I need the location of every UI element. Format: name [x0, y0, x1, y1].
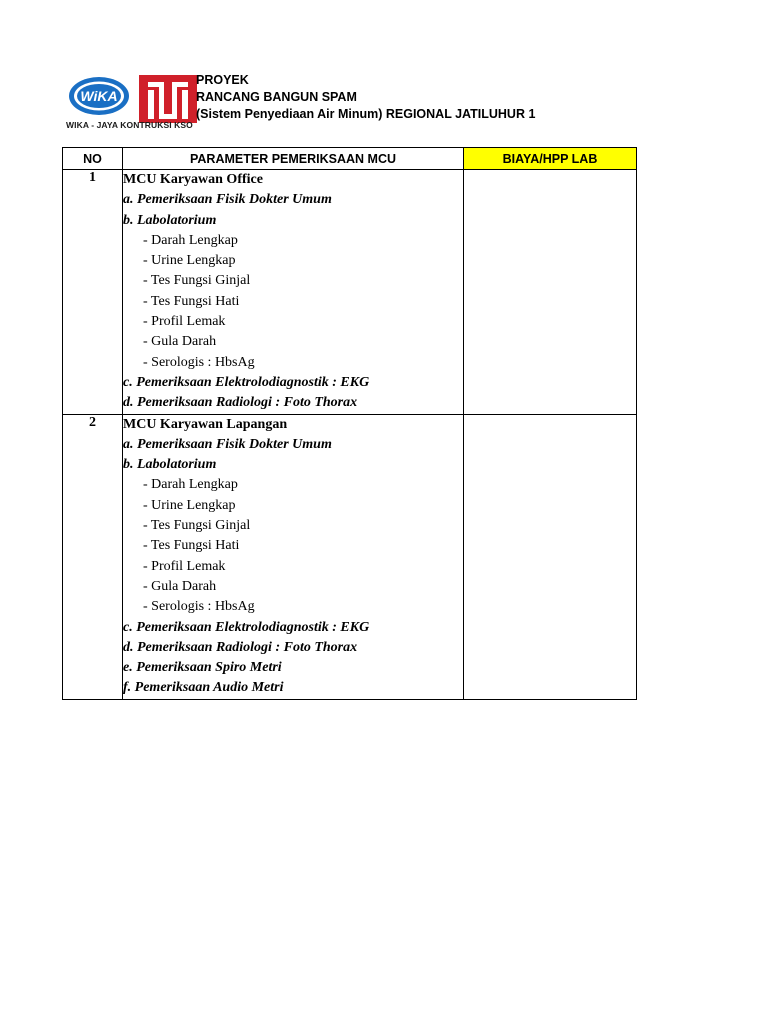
- document-header: [66, 72, 666, 134]
- lab-test-item: - Tes Fungsi Hati: [143, 538, 240, 554]
- header-parameter: PARAMETER PEMERIKSAAN MCU: [123, 148, 464, 170]
- lab-test-item: - Darah Lengkap: [143, 477, 238, 493]
- header-no: NO: [63, 148, 123, 170]
- exam-item: a. Pemeriksaan Fisik Dokter Umum: [123, 436, 332, 452]
- logo-caption: WIKA - JAYA KONTRUKSI KSO: [66, 120, 193, 130]
- exam-item: c. Pemeriksaan Elektrolodiagnostik : EKG: [123, 374, 370, 390]
- exam-item: f. Pemeriksaan Audio Metri: [123, 680, 284, 696]
- lab-test-item: - Tes Fungsi Hati: [143, 293, 240, 309]
- lab-test-item: - Urine Lengkap: [143, 253, 236, 269]
- table-row: [63, 414, 637, 699]
- parameter-cell: [123, 170, 464, 415]
- exam-item: d. Pemeriksaan Radiologi : Foto Thorax: [123, 395, 358, 411]
- mcu-parameter-table: [62, 147, 637, 700]
- exam-item: e. Pemeriksaan Spiro Metri: [123, 660, 282, 676]
- project-line: RANCANG BANGUN SPAM: [196, 90, 357, 104]
- exam-item: d. Pemeriksaan Radiologi : Foto Thorax: [123, 639, 358, 655]
- lab-test-item: - Tes Fungsi Ginjal: [143, 273, 251, 289]
- lab-test-item: - Darah Lengkap: [143, 232, 238, 248]
- parameter-cell: [123, 414, 464, 699]
- wika-logo-icon: [68, 76, 130, 116]
- exam-item: b. Labolatorium: [123, 457, 217, 473]
- table-header-row: [63, 148, 637, 170]
- table-row: [63, 170, 637, 415]
- lab-test-item: - Serologis : HbsAg: [143, 354, 255, 370]
- header-cost: BIAYA/HPP LAB: [464, 148, 637, 170]
- project-title: [196, 72, 535, 123]
- cost-cell[interactable]: [464, 170, 637, 415]
- lab-test-item: - Urine Lengkap: [143, 497, 236, 513]
- lab-test-item: - Gula Darah: [143, 334, 217, 350]
- jaya-konstruksi-logo-icon: [138, 74, 198, 124]
- project-line: (Sistem Penyediaan Air Minum) REGIONAL JATILUHUR 1: [196, 107, 536, 121]
- exam-item: c. Pemeriksaan Elektrolodiagnostik : EKG: [123, 619, 370, 635]
- lab-test-item: - Serologis : HbsAg: [143, 599, 255, 615]
- row-number: 1: [63, 170, 123, 415]
- cost-cell[interactable]: [464, 414, 637, 699]
- group-title: MCU Karyawan Lapangan: [123, 416, 288, 432]
- lab-test-item: - Gula Darah: [143, 578, 217, 594]
- group-title: MCU Karyawan Office: [123, 172, 263, 187]
- wika-logo-text: WiKA: [80, 88, 118, 104]
- lab-test-item: - Profil Lemak: [143, 314, 226, 330]
- lab-test-item: - Profil Lemak: [143, 558, 226, 574]
- row-number: 2: [63, 414, 123, 699]
- exam-item: b. Labolatorium: [123, 212, 217, 228]
- lab-test-item: - Tes Fungsi Ginjal: [143, 518, 251, 534]
- table-body: [63, 170, 637, 700]
- project-line: PROYEK: [196, 73, 249, 87]
- exam-item: a. Pemeriksaan Fisik Dokter Umum: [123, 192, 332, 208]
